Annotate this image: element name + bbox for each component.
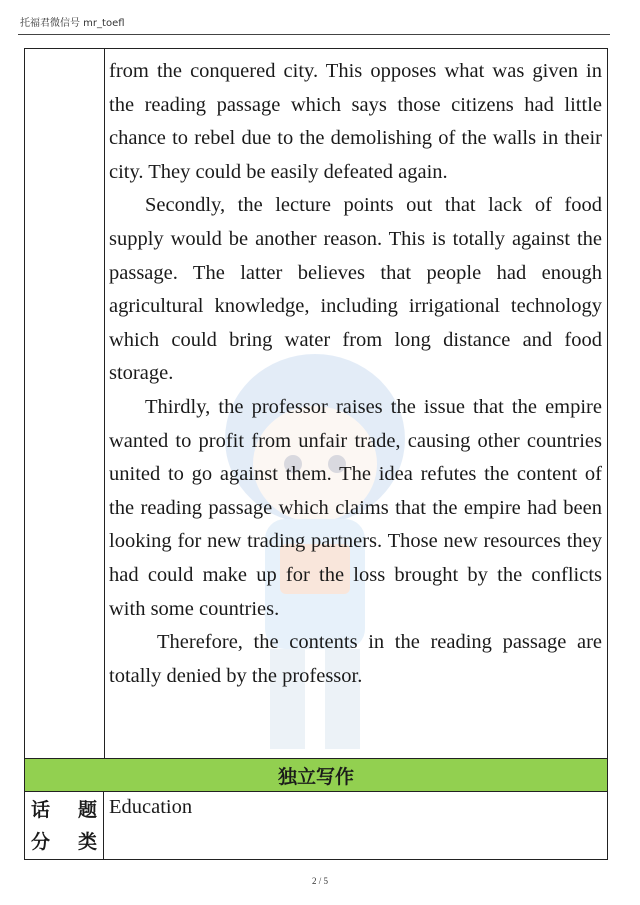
answer-text <box>109 55 602 693</box>
row-label-cell <box>25 49 105 758</box>
topic-row <box>25 792 607 859</box>
paragraph-conclusion: Therefore, the contents in the reading passage are totally denied by the professor. <box>109 631 602 687</box>
paragraph-second: Secondly, the lecture points out that lack of food supply would be another reason. This is totally against the passage. The latter believes that people had enough agricultural knowledge, including irrigational technology which could bring water from long distance and food storage. <box>109 194 602 385</box>
paragraph-third: Thirdly, the professor raises the issue that the empire wanted to profit from unfair trade, causing other countries united to go against them. The idea refutes the content of the reading passage which claims that the empire had been looking for new trading partners. Those new resources they had could make up for the loss brought by the conflicts with some countries. <box>109 395 602 620</box>
topic-label: 话 题 分类 <box>25 792 104 859</box>
header-rule <box>18 34 610 35</box>
page-number: 2 / 5 <box>311 876 328 886</box>
topic-value: Education <box>109 796 193 818</box>
section-header: 独立写作 <box>25 759 607 792</box>
document-table <box>24 48 608 860</box>
answer-row <box>25 49 607 759</box>
paragraph-continuation: from the conquered city. This opposes what was given in the reading passage which says those citizens had little chance to rebel due to the demolishing of the walls in their city. They could be easily defeated again. <box>109 60 602 183</box>
header-text: 托福君微信号 mr_toefl <box>20 18 125 29</box>
